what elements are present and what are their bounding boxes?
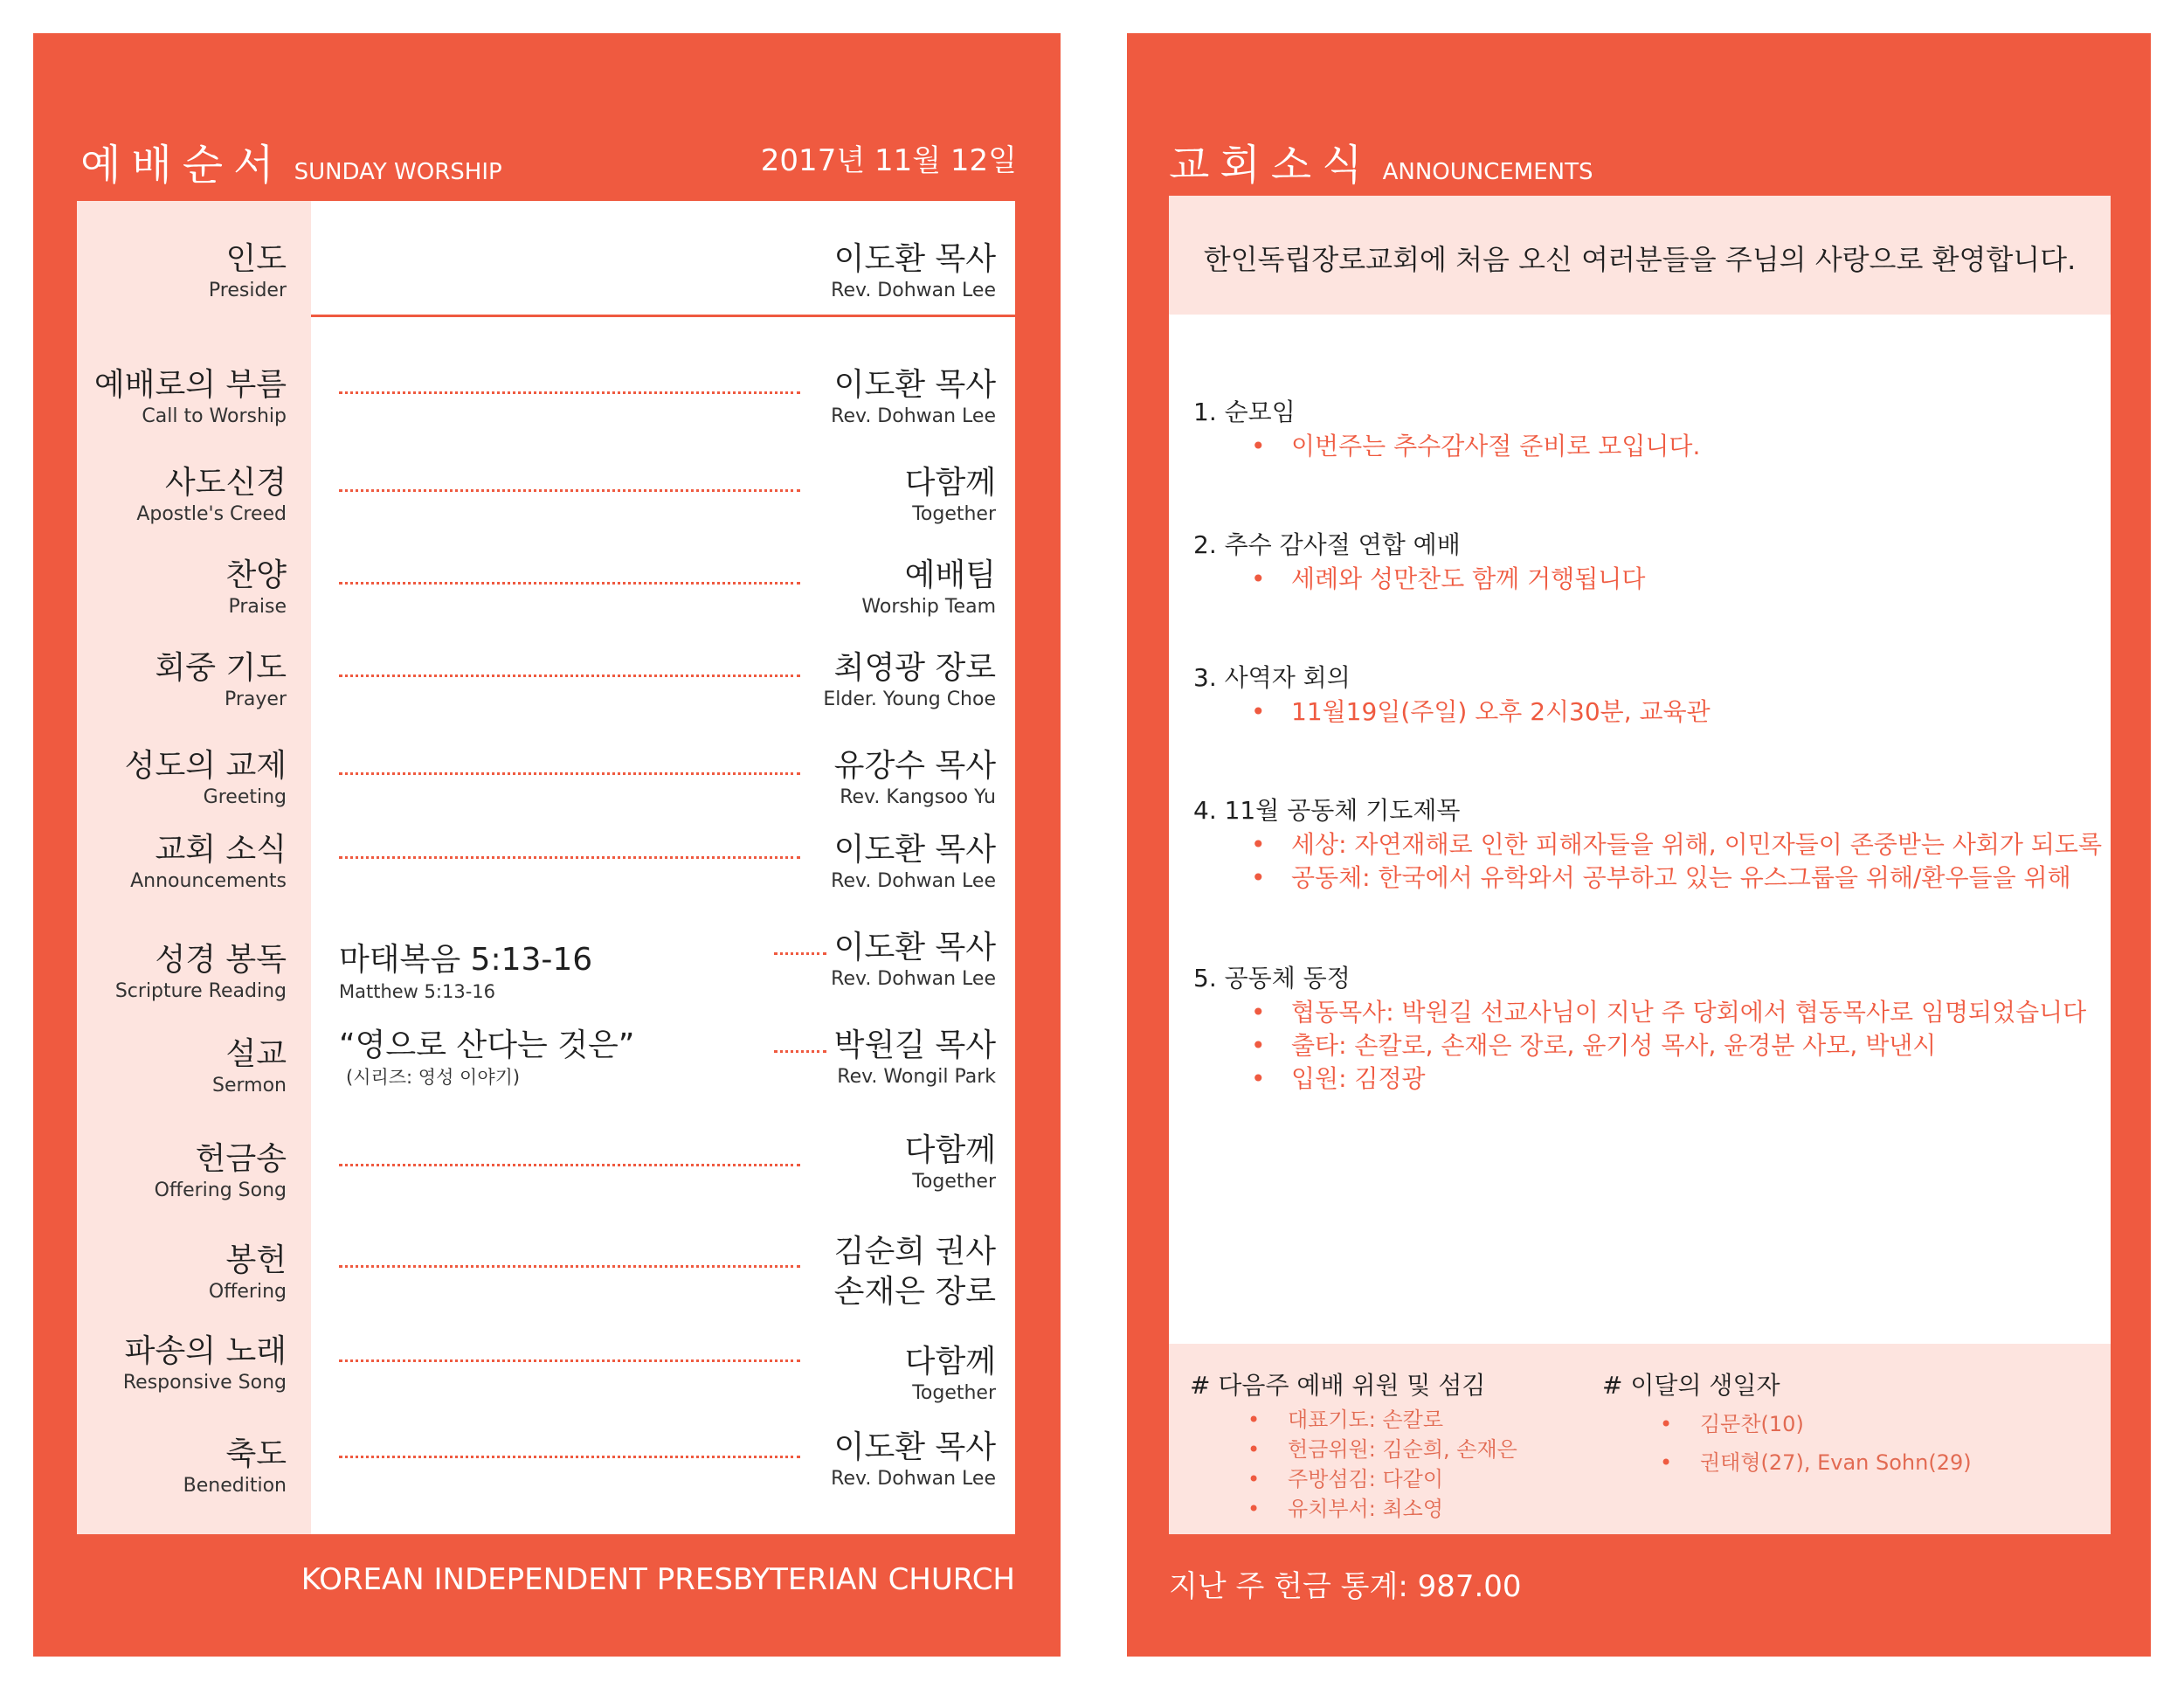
dotted-leader (774, 1050, 826, 1053)
item-label-en: Offering (208, 1281, 287, 1303)
dotted-leader (774, 952, 826, 955)
announcement-detail: • 11월19일(주일) 오후 2시30분, 교육관 (1193, 695, 1711, 729)
item-leader-en: Elder. Young Choe (823, 688, 996, 710)
announcement-heading: 1. 순모임 (1193, 398, 1296, 426)
presider-name: 이도환 목사 (833, 241, 996, 277)
announcement-item (1193, 528, 1645, 596)
server-item: • 주방섬김: 다같이 (1190, 1464, 1517, 1494)
item-label-en: Praise (228, 596, 287, 618)
item-leader-en: Together (912, 1382, 996, 1404)
announcement-detail: • 공동체: 한국에서 유학와서 공부하고 있는 유스그룹을 위해/환우들을 위해 (1193, 861, 2102, 895)
dotted-leader (339, 391, 800, 394)
item-label-en: Offering Song (154, 1180, 287, 1201)
item-leader: 유강수 목사 (833, 748, 996, 784)
item-label: 예배로의 부름 (93, 367, 287, 403)
title-korean: 예배순서 (80, 141, 285, 190)
title-english: ANNOUNCEMENTS (1382, 159, 1593, 185)
birthday-item: • 김문찬(10) (1602, 1405, 1972, 1443)
sermon-title: “영으로 산다는 것은” (339, 1027, 635, 1063)
announcement-heading: 4. 11월 공동체 기도제목 (1193, 796, 1461, 825)
item-label: 파송의 노래 (124, 1333, 287, 1369)
item-label: 봉헌 (225, 1242, 287, 1278)
dotted-leader (339, 1456, 800, 1458)
item-leader-en: Together (912, 503, 996, 525)
scripture-passage: 마태복음 5:13-16 (339, 942, 593, 978)
item-leader-en: Rev. Dohwan Lee (831, 968, 996, 990)
presider-label-en: Presider (208, 280, 287, 301)
announcement-item (1193, 661, 1711, 729)
announcement-item (1193, 793, 2102, 895)
item-leader: 최영광 장로 (833, 650, 996, 686)
announcement-detail: • 입원: 김정광 (1193, 1062, 2086, 1096)
dotted-leader (339, 1164, 800, 1166)
item-label-en: Scripture Reading (114, 980, 287, 1002)
birthdays (1602, 1368, 1972, 1482)
announcement-heading: 5. 공동체 동정 (1193, 964, 1351, 993)
item-label: 축도 (225, 1436, 287, 1472)
announcement-item (1193, 395, 1700, 463)
dotted-leader (339, 489, 800, 492)
item-label: 성도의 교제 (124, 748, 287, 784)
announcements-sheet (1169, 196, 2111, 1534)
dotted-leader (339, 1265, 800, 1268)
dotted-leader (339, 675, 800, 677)
item-label-en: Apostle's Creed (136, 503, 287, 525)
next-week-servers (1190, 1368, 1517, 1524)
item-leader: 이도환 목사 (833, 1429, 996, 1465)
server-item: • 대표기도: 손칼로 (1190, 1405, 1517, 1435)
announcement-detail: • 협동목사: 박원길 선교사님이 지난 주 당회에서 협동목사로 임명되었습니다 (1193, 996, 2086, 1029)
church-name-footer: KOREAN INDEPENDENT PRESBYTERIAN CHURCH (301, 1562, 1015, 1597)
order-of-service-sheet (77, 201, 1015, 1534)
presider-name-en: Rev. Dohwan Lee (831, 280, 996, 301)
item-leader: 다함께 (904, 1344, 996, 1380)
dotted-leader (339, 582, 800, 585)
server-item: • 헌금위원: 김순희, 손재은 (1190, 1435, 1517, 1464)
item-label: 교회 소식 (155, 832, 287, 868)
scripture-passage-en: Matthew 5:13-16 (339, 981, 495, 1002)
title-korean: 교회소식 (1169, 141, 1373, 190)
service-info-band (1169, 1344, 2111, 1534)
item-leader: 다함께 (904, 465, 996, 501)
item-leader: 박원길 목사 (833, 1027, 996, 1063)
item-leader-en: Rev. Dohwan Lee (831, 1468, 996, 1490)
item-leader: 다함께 (904, 1132, 996, 1168)
item-leader: 예배팀 (904, 557, 996, 593)
dotted-leader (339, 772, 800, 775)
item-label-en: Greeting (203, 786, 287, 808)
announcement-heading: 2. 추수 감사절 연합 예배 (1193, 530, 1461, 559)
welcome-banner (1169, 196, 2111, 315)
next-week-heading: # 다음주 예배 위원 및 섬김 (1190, 1371, 1486, 1400)
item-label-en: Sermon (212, 1075, 287, 1097)
item-label-en: Benedition (183, 1475, 287, 1497)
announcement-detail: • 세상: 자연재해로 인한 피해자들을 위해, 이민자들이 존중받는 사회가 되도록 (1193, 828, 2102, 861)
server-item: • 유치부서: 최소영 (1190, 1494, 1517, 1524)
worship-order-title (80, 131, 502, 191)
dotted-leader (339, 856, 800, 859)
item-leader-en: Rev. Kangsoo Yu (840, 786, 996, 808)
welcome-message: 한인독립장로교회에 처음 오신 여러분들을 주님의 사랑으로 환영합니다. (1203, 243, 2077, 276)
item-label: 사도신경 (164, 465, 287, 501)
service-date: 2017년 11월 12일 (760, 143, 1017, 178)
item-leader: 이도환 목사 (833, 367, 996, 403)
item-leader-en: Together (912, 1171, 996, 1193)
worship-order-panel (33, 33, 1061, 1657)
announcements-panel (1127, 33, 2151, 1657)
item-label-en: Responsive Song (122, 1372, 287, 1394)
item-leader-en: Rev. Wongil Park (837, 1066, 996, 1088)
item-leader: 이도환 목사 (833, 930, 996, 965)
announcement-item (1193, 961, 2086, 1096)
offering-statistics-footer: 지난 주 헌금 통계: 987.00 (1169, 1569, 1522, 1604)
item-label: 설교 (225, 1036, 287, 1072)
birthdays-heading: # 이달의 생일자 (1602, 1371, 1780, 1400)
item-label-en: Prayer (224, 688, 287, 710)
sermon-series: (시리즈: 영성 이야기) (346, 1067, 521, 1088)
announcements-title (1169, 131, 1593, 191)
item-label: 찬양 (225, 557, 287, 593)
item-label-en: Call to Worship (142, 405, 287, 427)
item-leader-en: Worship Team (861, 596, 996, 618)
announcement-detail: • 세례와 성만찬도 함께 거행됩니다 (1193, 563, 1645, 596)
announcement-detail: • 출타: 손칼로, 손재은 장로, 윤기성 목사, 윤경분 사모, 박낸시 (1193, 1029, 2086, 1062)
birthday-item: • 권태형(27), Evan Sohn(29) (1602, 1443, 1972, 1482)
announcement-detail: • 이번주는 추수감사절 준비로 모입니다. (1193, 430, 1700, 463)
dotted-leader (339, 1359, 800, 1362)
item-leader: 이도환 목사 (833, 832, 996, 868)
item-label: 헌금송 (195, 1141, 287, 1177)
item-leader: 김순희 권사 (833, 1234, 996, 1269)
item-leader-second: 손재은 장로 (833, 1274, 996, 1310)
item-label-en: Announcements (130, 870, 287, 892)
title-english: SUNDAY WORSHIP (294, 159, 502, 185)
announcement-heading: 3. 사역자 회의 (1193, 663, 1351, 692)
item-leader-en: Rev. Dohwan Lee (831, 870, 996, 892)
item-label: 성경 봉독 (155, 942, 287, 978)
presider-label: 인도 (225, 241, 287, 277)
item-leader-en: Rev. Dohwan Lee (831, 405, 996, 427)
item-label: 회중 기도 (155, 650, 287, 686)
